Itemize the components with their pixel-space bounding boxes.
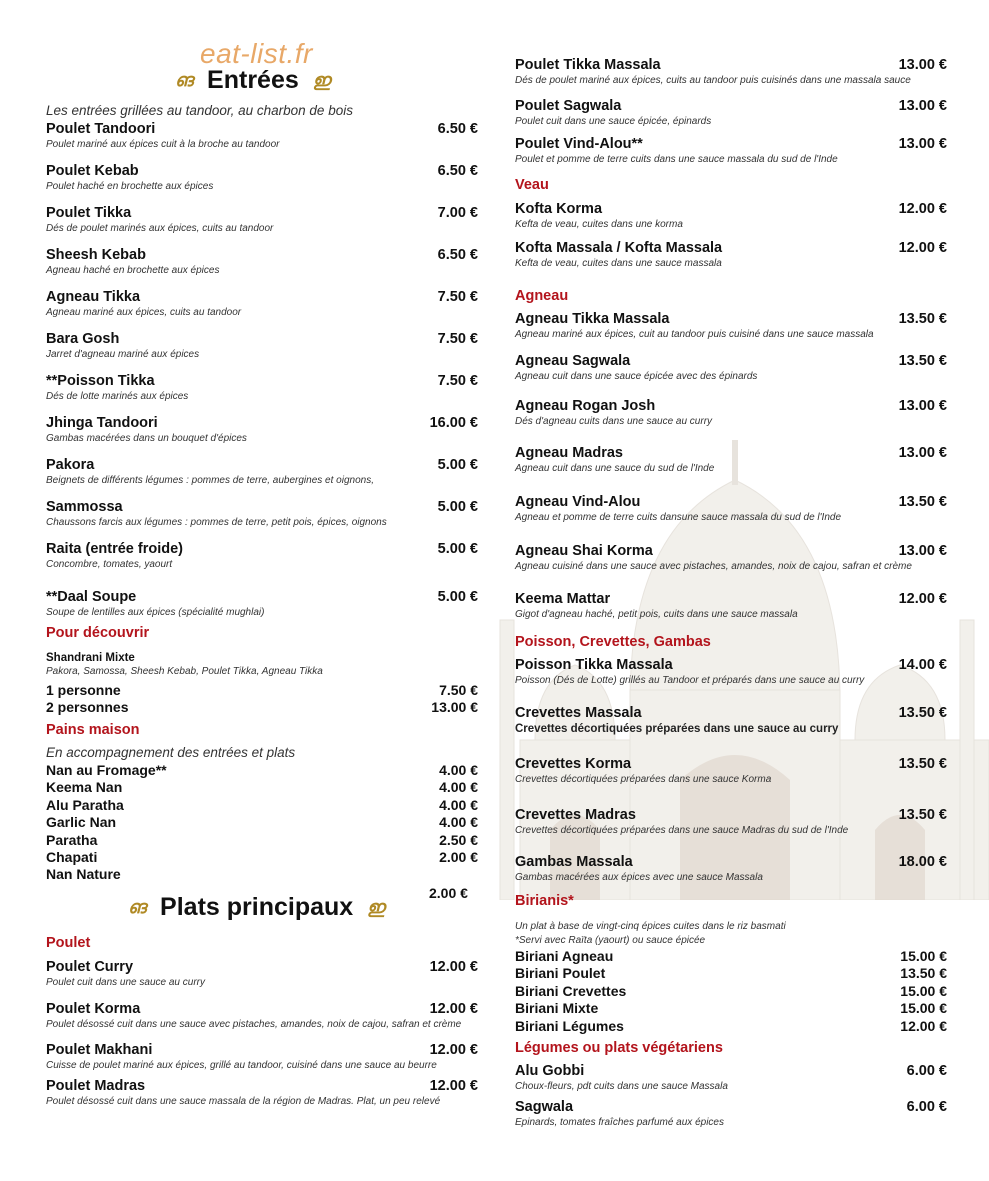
menu-item-sheesh-kebab bbox=[46, 247, 478, 276]
item-name: Poulet Curry bbox=[46, 959, 134, 975]
menu-item-poisson-tikka bbox=[46, 373, 478, 402]
menu-item-bara-gosh bbox=[46, 331, 478, 360]
item-price: 13.00 € bbox=[898, 398, 947, 414]
item-name: Jhinga Tandoori bbox=[46, 415, 158, 431]
item-price: 12.00 € bbox=[900, 1017, 947, 1034]
section-title-plats bbox=[128, 893, 385, 922]
item-price: 4.00 € bbox=[439, 762, 478, 778]
item-price: 14.00 € bbox=[898, 657, 947, 673]
item-name: Nan Nature bbox=[46, 866, 121, 883]
item-description: Concombre, tomates, yaourt bbox=[46, 559, 173, 570]
menu-item-poulet-curry bbox=[46, 959, 478, 988]
item-name: Alu Gobbi bbox=[515, 1063, 585, 1079]
item-description: Choux-fleurs, pdt cuits dans une sauce Massala bbox=[515, 1081, 728, 1092]
menu-item-biriani-legumes bbox=[515, 1018, 947, 1035]
menu-item-crevettes-madras bbox=[515, 807, 947, 836]
menu-item-sagwala bbox=[515, 1099, 947, 1128]
item-name: Sammossa bbox=[46, 499, 123, 515]
item-description: Beignets de différents légumes : pommes de terre, aubergines et oignons, bbox=[46, 475, 374, 486]
item-name: Sagwala bbox=[515, 1099, 574, 1115]
plats-title: Plats principaux bbox=[160, 893, 354, 921]
item-name: Biriani Poulet bbox=[515, 965, 606, 982]
item-name: Agneau Rogan Josh bbox=[515, 398, 656, 414]
category-pains-maison: Pains maison bbox=[46, 722, 140, 738]
item-price: 13.00 € bbox=[898, 543, 947, 559]
category-legumes: Légumes ou plats végétariens bbox=[515, 1040, 723, 1056]
item-description: Agneau cuit dans une sauce épicée avec des épinards bbox=[515, 371, 758, 382]
item-description: Jarret d'agneau mariné aux épices bbox=[46, 349, 200, 360]
item-description: Cuisse de poulet mariné aux épices, grillé au tandoor, cuisiné dans une sauce au beurre bbox=[46, 1060, 437, 1071]
menu-item-poulet-sagwala bbox=[515, 98, 947, 127]
ornament-left-icon: ങ bbox=[128, 897, 147, 918]
item-name: Poulet Vind-Alou** bbox=[515, 136, 643, 152]
menu-item-agneau-shai-korma bbox=[515, 543, 947, 572]
item-price: 13.00 € bbox=[898, 98, 947, 114]
item-description: Agneau haché en brochette aux épices bbox=[46, 265, 220, 276]
item-description: Dés d'agneau cuits dans une sauce au curry bbox=[515, 416, 713, 427]
item-price: 5.00 € bbox=[437, 457, 478, 473]
item-name: Kofta Massala / Kofta Massala bbox=[515, 240, 723, 256]
item-price: 13.50 € bbox=[898, 494, 947, 510]
menu-item-poulet-kebab bbox=[46, 163, 478, 192]
item-name: Poulet Madras bbox=[46, 1078, 146, 1094]
item-price: 5.00 € bbox=[437, 541, 478, 557]
category-veau: Veau bbox=[515, 177, 549, 193]
menu-item-biriani-crevettes bbox=[515, 983, 947, 1000]
menu-item-sammossa bbox=[46, 499, 478, 528]
section-title-entrees bbox=[175, 66, 330, 95]
menu-item-keema-nan bbox=[46, 779, 478, 796]
item-name: Kofta Korma bbox=[515, 201, 603, 217]
item-description: Poulet haché en brochette aux épices bbox=[46, 181, 214, 192]
menu-item-paratha bbox=[46, 832, 478, 849]
shandrani-mixte-desc: Pakora, Samossa, Sheesh Kebab, Poulet Tikka, Agneau Tikka bbox=[46, 666, 323, 677]
item-name: Keema Nan bbox=[46, 779, 123, 796]
menu-item-agneau-tikka bbox=[46, 289, 478, 318]
menu-item-poulet-korma bbox=[46, 1001, 478, 1030]
item-description: Crevettes décortiquées préparées dans une sauce Korma bbox=[515, 774, 772, 785]
item-description: Poulet et pomme de terre cuits dans une sauce massala du sud de l'Inde bbox=[515, 154, 838, 165]
birianis-note: *Servi avec Raïta (yaourt) ou sauce épicée bbox=[515, 935, 706, 946]
birianis-desc: Un plat à base de vingt-cinq épices cuites dans le riz basmati bbox=[515, 921, 786, 932]
item-price: 5.00 € bbox=[437, 499, 478, 515]
item-name: Nan au Fromage** bbox=[46, 762, 167, 778]
option-price: 13.00 € bbox=[431, 699, 478, 715]
option-2-personnes bbox=[46, 699, 478, 716]
item-name: Agneau Tikka Massala bbox=[515, 311, 670, 327]
menu-item-poulet-vind-alou bbox=[515, 136, 947, 165]
item-name: Agneau Tikka bbox=[46, 289, 141, 305]
menu-item-raita-entree-froide bbox=[46, 541, 478, 570]
item-price: 6.00 € bbox=[906, 1099, 947, 1115]
menu-item-poisson-tikka-massala bbox=[515, 657, 947, 686]
item-price: 15.00 € bbox=[900, 948, 947, 964]
option-price: 7.50 € bbox=[439, 682, 478, 698]
item-price: 12.00 € bbox=[429, 1042, 478, 1058]
shandrani-mixte-name: Shandrani Mixte bbox=[46, 652, 135, 664]
menu-item-kofta-korma bbox=[515, 201, 947, 230]
menu-item-poulet-tandoori bbox=[46, 121, 478, 150]
item-name: Poulet Korma bbox=[46, 1001, 141, 1017]
item-description: Chaussons farcis aux légumes : pommes de terre, petit pois, épices, oignons bbox=[46, 517, 387, 528]
item-name: Poulet Makhani bbox=[46, 1042, 153, 1058]
item-name: Raita (entrée froide) bbox=[46, 541, 183, 557]
item-name: **Daal Soupe bbox=[46, 589, 137, 605]
item-description: Crevettes décortiquées préparées dans une sauce Madras du sud de l'Inde bbox=[515, 825, 849, 836]
item-price: 4.00 € bbox=[439, 814, 478, 831]
item-price: 13.50 € bbox=[898, 807, 947, 823]
item-name: Poulet Sagwala bbox=[515, 98, 622, 114]
item-price: 2.00 € bbox=[439, 849, 478, 865]
item-price: 12.00 € bbox=[429, 1078, 478, 1094]
ornament-left-icon: ങ bbox=[175, 70, 194, 91]
pains-intro: En accompagnement des entrées et plats bbox=[46, 745, 296, 760]
item-price: 13.00 € bbox=[898, 136, 947, 152]
item-description: Poulet mariné aux épices cuit à la broche au tandoor bbox=[46, 139, 280, 150]
item-name: Agneau Sagwala bbox=[515, 353, 631, 369]
item-name: Poulet Tikka bbox=[46, 205, 132, 221]
item-description: Epinards, tomates fraîches parfumé aux épices bbox=[515, 1117, 724, 1128]
item-price: 13.50 € bbox=[898, 705, 947, 721]
item-name: Garlic Nan bbox=[46, 814, 117, 831]
category-agneau: Agneau bbox=[515, 288, 569, 304]
watermark-text: eat-list.fr bbox=[200, 38, 313, 69]
category-poulet: Poulet bbox=[46, 935, 91, 951]
menu-item-agneau-sagwala bbox=[515, 353, 947, 382]
item-description: Kefta de veau, cuites dans une sauce massala bbox=[515, 258, 722, 269]
menu-item-poulet-tikka bbox=[46, 205, 478, 234]
nan-nature-price: 2.00 € bbox=[429, 885, 468, 901]
menu-item-poulet-madras bbox=[46, 1078, 478, 1107]
menu-item-jhinga-tandoori bbox=[46, 415, 478, 444]
category-birianis: Birianis* bbox=[515, 893, 574, 909]
menu-item-alu-gobbi bbox=[515, 1063, 947, 1092]
menu-item-nan-nature bbox=[46, 866, 478, 883]
item-price: 6.50 € bbox=[437, 247, 478, 263]
menu-item-daal-soupe bbox=[46, 589, 478, 618]
menu-item-keema-mattar bbox=[515, 591, 947, 620]
menu-item-nan-au-fromage bbox=[46, 762, 478, 779]
item-price: 7.50 € bbox=[437, 373, 478, 389]
item-description: Poulet désossé cuit dans une sauce avec pistaches, amandes, noix de cajou, safran et crème bbox=[46, 1019, 462, 1030]
item-name: Agneau Vind-Alou bbox=[515, 494, 641, 510]
item-price: 13.50 € bbox=[898, 353, 947, 369]
item-description: Agneau cuit dans une sauce du sud de l'Inde bbox=[515, 463, 715, 474]
menu-item-crevettes-korma bbox=[515, 756, 947, 785]
item-name: Bara Gosh bbox=[46, 331, 120, 347]
option-label: 1 personne bbox=[46, 682, 121, 698]
item-description: Dés de lotte marinés aux épices bbox=[46, 391, 189, 402]
item-description: Dés de poulet mariné aux épices, cuits au tandoor puis cuisinés dans une massala sauce bbox=[515, 75, 911, 86]
item-name: Sheesh Kebab bbox=[46, 247, 146, 263]
item-name: Crevettes Massala bbox=[515, 705, 642, 721]
item-name: Poulet Kebab bbox=[46, 163, 139, 179]
menu-item-biriani-agneau bbox=[515, 948, 947, 965]
menu-item-chapati bbox=[46, 849, 478, 866]
item-description: Agneau et pomme de terre cuits dansune sauce massala du sud de l'Inde bbox=[515, 512, 842, 523]
item-price: 13.50 € bbox=[900, 965, 947, 982]
item-price: 2.50 € bbox=[439, 831, 478, 848]
item-name: Paratha bbox=[46, 831, 98, 848]
item-description: Agneau cuisiné dans une sauce avec pistaches, amandes, noix de cajou, safran et crème bbox=[515, 561, 912, 572]
item-price: 6.50 € bbox=[437, 121, 478, 137]
item-price: 5.00 € bbox=[437, 589, 478, 605]
item-name: Biriani Mixte bbox=[515, 1000, 599, 1017]
item-description: Soupe de lentilles aux épices (spécialité mughlai) bbox=[46, 607, 265, 618]
ornament-right-icon: ഇ bbox=[312, 70, 331, 91]
item-description: Poulet cuit dans une sauce au curry bbox=[46, 977, 205, 988]
item-price: 12.00 € bbox=[429, 959, 478, 975]
item-price: 6.50 € bbox=[437, 163, 478, 179]
item-name: Poisson Tikka Massala bbox=[515, 657, 673, 673]
menu-item-agneau-madras bbox=[515, 445, 947, 474]
entrees-title: Entrées bbox=[207, 66, 299, 94]
category-pour-decouvrir: Pour découvrir bbox=[46, 625, 150, 641]
ornament-right-icon: ഇ bbox=[367, 897, 385, 918]
item-description: Kefta de veau, cuites dans une korma bbox=[515, 219, 683, 230]
item-price: 12.00 € bbox=[898, 201, 947, 217]
item-name: Biriani Crevettes bbox=[515, 982, 627, 999]
option-1-personne bbox=[46, 682, 478, 699]
item-price: 12.00 € bbox=[898, 591, 947, 607]
item-price: 13.50 € bbox=[898, 311, 947, 327]
item-name: Alu Paratha bbox=[46, 796, 124, 813]
item-price: 15.00 € bbox=[900, 982, 947, 999]
item-price: 4.00 € bbox=[439, 796, 478, 813]
menu-item-poulet-makhani bbox=[46, 1042, 478, 1071]
option-label: 2 personnes bbox=[46, 699, 129, 715]
item-price: 13.00 € bbox=[898, 57, 947, 73]
entrees-intro: Les entrées grillées au tandoor, au charbon de bois bbox=[46, 103, 353, 118]
item-price: 4.00 € bbox=[439, 779, 478, 796]
item-price: 18.00 € bbox=[898, 854, 947, 870]
item-price: 12.00 € bbox=[429, 1001, 478, 1017]
menu-item-alu-paratha bbox=[46, 797, 478, 814]
category-poisson: Poisson, Crevettes, Gambas bbox=[515, 634, 711, 650]
item-price: 7.50 € bbox=[437, 331, 478, 347]
menu-item-agneau-vind-alou bbox=[515, 494, 947, 523]
item-name: Biriani Agneau bbox=[515, 948, 614, 964]
item-price: 13.50 € bbox=[898, 756, 947, 772]
item-name: Gambas Massala bbox=[515, 854, 633, 870]
menu-item-pakora bbox=[46, 457, 478, 486]
item-price: 7.00 € bbox=[437, 205, 478, 221]
menu-item-agneau-rogan-josh bbox=[515, 398, 947, 427]
item-name: Poulet Tikka Massala bbox=[515, 57, 661, 73]
item-description: Agneau mariné aux épices, cuit au tandoor puis cuisiné dans une sauce massala bbox=[515, 329, 874, 340]
item-name: Keema Mattar bbox=[515, 591, 611, 607]
item-name: Chapati bbox=[46, 849, 98, 865]
item-price: 6.00 € bbox=[906, 1063, 947, 1079]
item-description: Poulet désossé cuit dans une sauce massala de la région de Madras. Plat, un peu relevé bbox=[46, 1096, 441, 1107]
item-description: Dés de poulet marinés aux épices, cuits au tandoor bbox=[46, 223, 274, 234]
menu-item-garlic-nan bbox=[46, 814, 478, 831]
menu-item-gambas-massala bbox=[515, 854, 947, 883]
item-name: Agneau Shai Korma bbox=[515, 543, 653, 559]
menu-item-poulet-tikka-massala bbox=[515, 57, 947, 86]
item-price: 7.50 € bbox=[437, 289, 478, 305]
item-price: 16.00 € bbox=[429, 415, 478, 431]
item-price: 15.00 € bbox=[900, 1000, 947, 1017]
menu-item-crevettes-massala bbox=[515, 705, 947, 735]
item-description: Agneau mariné aux épices, cuits au tandoor bbox=[46, 307, 242, 318]
item-price: 13.00 € bbox=[898, 445, 947, 461]
menu-item-agneau-tikka-massala bbox=[515, 311, 947, 340]
item-description: Gambas macérées dans un bouquet d'épices bbox=[46, 433, 247, 444]
item-description: Poulet cuit dans une sauce épicée, épinards bbox=[515, 116, 712, 127]
item-description: Gigot d'agneau haché, petit pois, cuits dans une sauce massala bbox=[515, 609, 798, 620]
item-name: Poulet Tandoori bbox=[46, 121, 156, 137]
item-name: Crevettes Madras bbox=[515, 807, 636, 823]
item-name: Crevettes Korma bbox=[515, 756, 632, 772]
menu-item-biriani-mixte bbox=[515, 1000, 947, 1017]
item-description: Crevettes décortiquées préparées dans une sauce au curry bbox=[515, 723, 839, 735]
item-name: **Poisson Tikka bbox=[46, 373, 155, 389]
item-name: Agneau Madras bbox=[515, 445, 623, 461]
item-description: Gambas macérées aux épices avec une sauce Massala bbox=[515, 872, 763, 883]
menu-item-kofta-massala-kofta-massala bbox=[515, 240, 947, 269]
item-description: Poisson (Dés de Lotte) grillés au Tandoor et préparés dans une sauce au curry bbox=[515, 675, 865, 686]
item-name: Biriani Légumes bbox=[515, 1017, 624, 1034]
item-name: Pakora bbox=[46, 457, 95, 473]
menu-item-biriani-poulet bbox=[515, 965, 947, 982]
item-price: 12.00 € bbox=[898, 240, 947, 256]
